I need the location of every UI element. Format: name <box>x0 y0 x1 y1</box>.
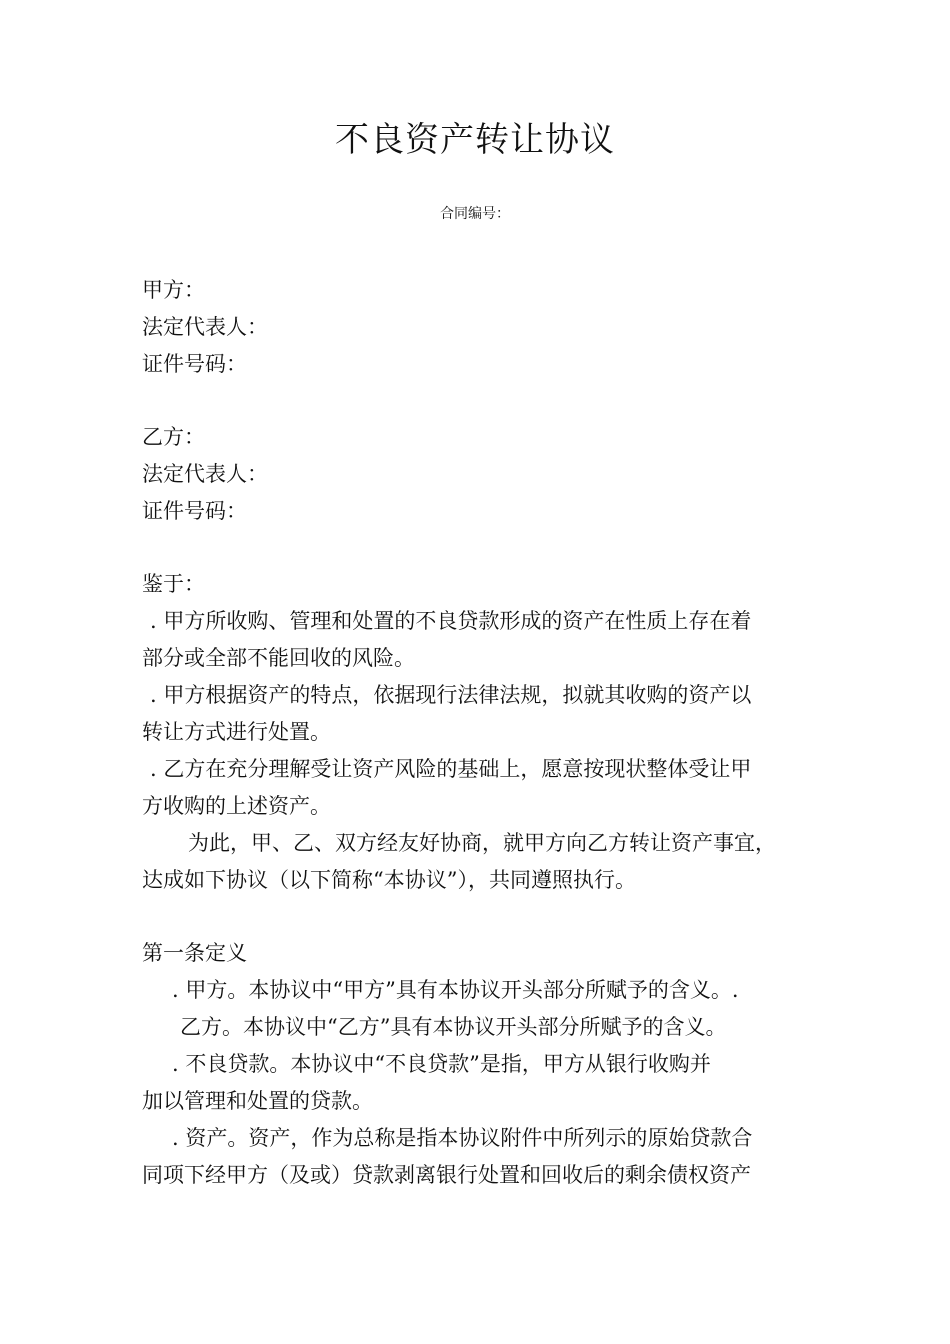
definition-1-line-1: . 甲方。本协议中“甲方”具有本协议开头部分所赋予的含义。. <box>172 978 739 1002</box>
party-a-representative-label: 法定代表人： <box>142 315 268 339</box>
definition-3-line-1: . 资产。资产，作为总称是指本协议附件中所列示的原始贷款合 <box>172 1126 753 1150</box>
recital-item-3-line-1: . 乙方在充分理解受让资产风险的基础上，愿意按现状整体受让甲 <box>150 757 752 781</box>
recital-item-3-line-2: 方收购的上述资产。 <box>142 794 331 818</box>
contract-number-label: 合同编号： <box>440 206 510 222</box>
recitals-heading: 鉴于： <box>142 572 205 596</box>
article-1-heading: 第一条定义 <box>142 941 247 965</box>
party-a-name-label: 甲方： <box>142 278 205 302</box>
recital-item-2-line-1: . 甲方根据资产的特点，依据现行法律法规，拟就其收购的资产以 <box>150 683 752 707</box>
definition-2-line-2: 加以管理和处置的贷款。 <box>142 1089 373 1113</box>
recital-item-1-line-1: . 甲方所收购、管理和处置的不良贷款形成的资产在性质上存在着 <box>150 609 752 633</box>
party-a-id-number-label: 证件号码： <box>142 352 247 376</box>
definition-3-line-2: 同项下经甲方（及或）贷款剥离银行处置和回收后的剩余债权资产 <box>142 1163 751 1187</box>
recital-item-2-line-2: 转让方式进行处置。 <box>142 720 331 744</box>
party-b-id-number-label: 证件号码： <box>142 499 247 523</box>
recital-item-1-line-2: 部分或全部不能回收的风险。 <box>142 646 415 670</box>
recital-conclusion-line-2: 达成如下协议（以下简称“本协议”），共同遵照执行。 <box>142 868 636 892</box>
definition-2-line-1: . 不良贷款。本协议中“不良贷款”是指，甲方从银行收购并 <box>172 1052 711 1076</box>
party-b-representative-label: 法定代表人： <box>142 462 268 486</box>
definition-1-line-2: 乙方。本协议中“乙方”具有本协议开头部分所赋予的含义。 <box>180 1015 727 1039</box>
recital-conclusion-line-1: 为此，甲、乙、双方经友好协商，就甲方向乙方转让资产事宜， <box>188 831 776 855</box>
party-b-name-label: 乙方： <box>142 425 205 449</box>
document-title: 不良资产转让协议 <box>335 120 615 160</box>
